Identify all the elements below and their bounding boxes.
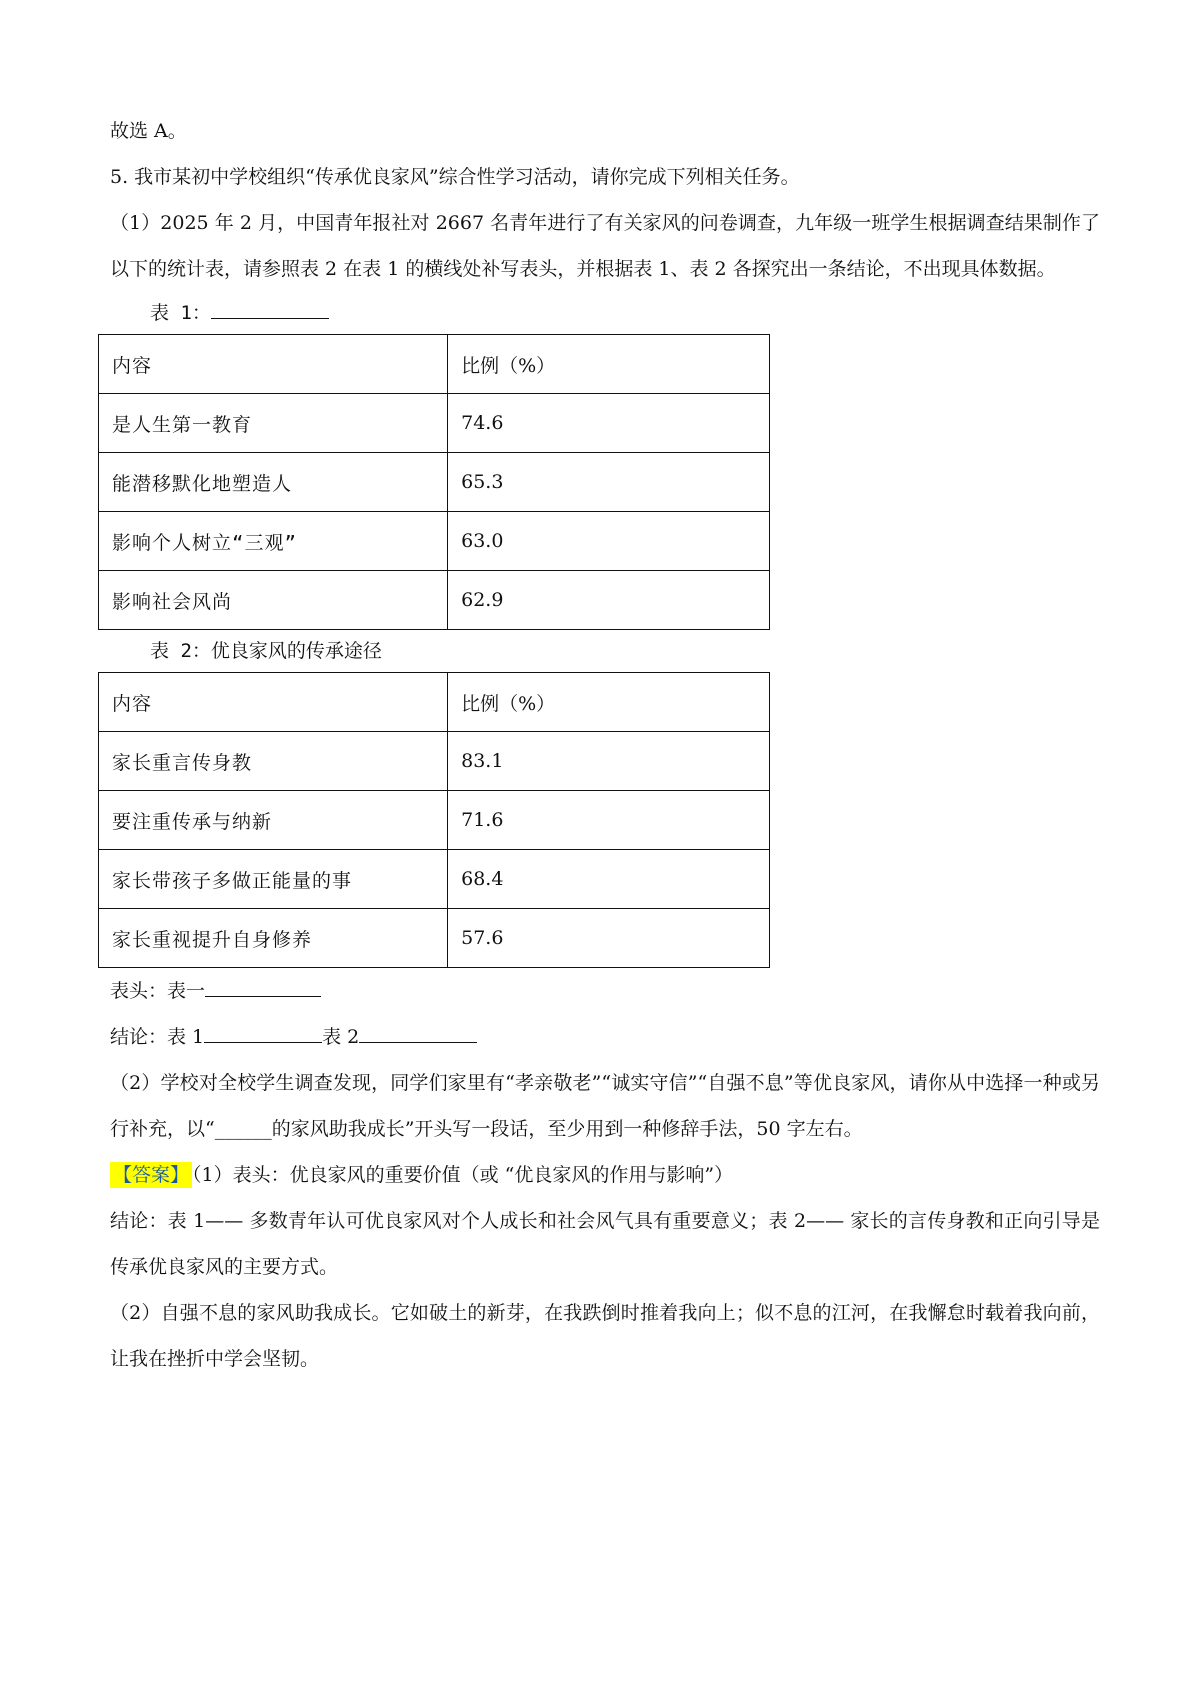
table-2-caption: 表 2：优良家风的传承途径 [150,640,382,662]
table-cell: 65.3 [448,453,770,512]
document-page [110,108,1100,1382]
table-cell: 家长带孩子多做正能量的事 [99,850,448,909]
table-header-cell: 比例（%） [448,335,770,394]
conclusion-label-table-1: 结论：表 1 [110,1026,205,1048]
table-cell: 62.9 [448,571,770,630]
answer-part-1-text: （1）表头：优良家风的重要价值（或 “优良家风的作用与影响”） [192,1164,734,1186]
table-header-cell: 内容 [99,673,448,732]
table-header-cell: 内容 [99,335,448,394]
conclusion-blank-1 [204,1020,322,1043]
table-cell: 63.0 [448,512,770,571]
answer-tag: 【答案】 [110,1162,192,1188]
table-cell: 影响社会风尚 [99,571,448,630]
question-5-part-2: （2）学校对全校学生调查发现，同学们家里有“孝亲敬老”“诚实守信”“自强不息”等优良家风，请你从中选择一种或另行补充，以“______的家风助我成长”开头写一段话，至少用到一种修辞手法，50 字左右。 [110,1072,1100,1140]
table-cell: 是人生第一教育 [99,394,448,453]
question-5-part-1: （1）2025 年 2 月，中国青年报社对 2667 名青年进行了有关家风的问卷调查，九年级一班学生根据调查结果制作了以下的统计表，请参照表 2 在表 1 的横线处补写表头，并根据表 1、表 2 各探究出一条结论，不出现具体数据。 [110,212,1100,280]
table-2 [98,672,770,968]
header-blank [205,974,321,997]
table-cell: 家长重视提升自身修养 [99,909,448,968]
table-cell: 57.6 [448,909,770,968]
table-cell: 能潜移默化地塑造人 [99,453,448,512]
table-row [99,850,770,909]
table-header-row [99,673,770,732]
table-header-row [99,335,770,394]
table-1-caption-label: 表 1： [150,302,211,324]
question-5-intro: 5. 我市某初中学校组织“传承优良家风”综合性学习活动，请你完成下列相关任务。 [110,166,800,188]
answer-part-2: （2）自强不息的家风助我成长。它如破土的新芽，在我跌倒时推着我向上；似不息的江河，在我懈怠时载着我向前，让我在挫折中学会坚韧。 [110,1302,1100,1370]
table-1-title-blank [211,296,329,319]
table-row [99,453,770,512]
table-row [99,512,770,571]
table-header-cell: 比例（%） [448,673,770,732]
table-cell: 74.6 [448,394,770,453]
header-fill-label: 表头：表一 [110,980,206,1002]
table-1 [98,334,770,630]
table-row [99,791,770,850]
table-row [99,732,770,791]
table-row [99,571,770,630]
conclusion-blank-2 [359,1020,477,1043]
answer-conclusion: 结论：表 1—— 多数青年认可优良家风对个人成长和社会风气具有重要意义；表 2—— 家长的言传身教和正向引导是传承优良家风的主要方式。 [110,1210,1100,1278]
conclusion-fill-line [110,1014,1100,1060]
previous-answer: 故选 A。 [110,120,187,142]
table-row [99,394,770,453]
header-fill-line [110,968,1100,1014]
table-cell: 家长重言传身教 [99,732,448,791]
table-cell: 83.1 [448,732,770,791]
table-cell: 要注重传承与纳新 [99,791,448,850]
table-row [99,909,770,968]
table-cell: 影响个人树立“三观” [99,512,448,571]
answer-part-1 [110,1152,1100,1198]
table-cell: 68.4 [448,850,770,909]
table-1-caption [150,292,1100,334]
table-cell: 71.6 [448,791,770,850]
conclusion-label-table-2: 表 2 [322,1026,360,1048]
